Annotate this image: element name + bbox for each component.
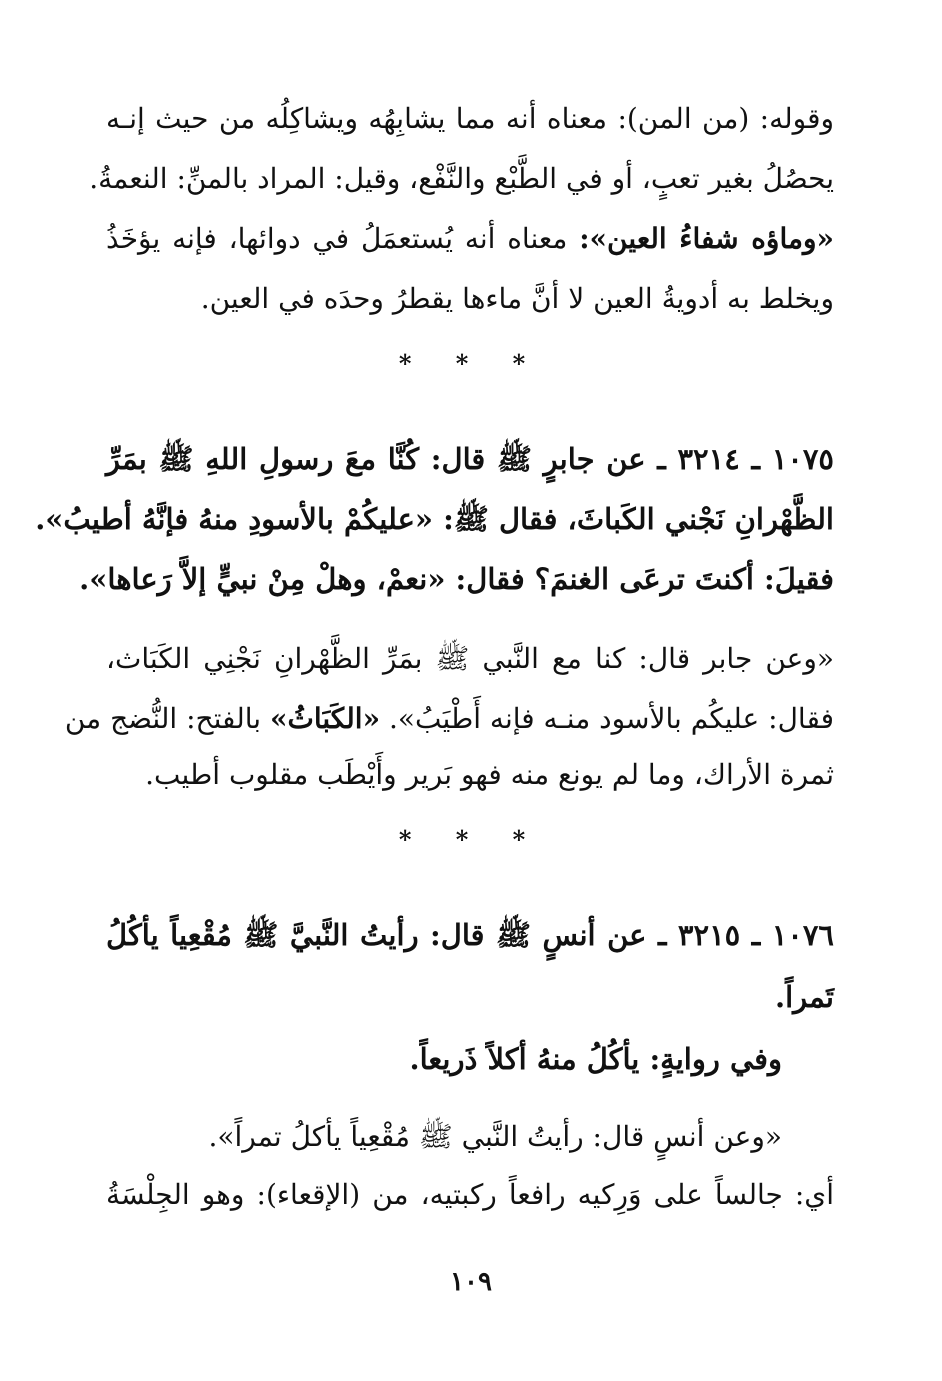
hadith-line: وفي روايةٍ: يأكُلُ منهُ أكلاً ذَريعاً. [409,1042,782,1076]
text-line: يحصُلُ بغير تعبٍ، أو في الطَّبْع والنَّفْع، وقيل: المراد بالمنِّ: النعمةُ. [89,162,834,195]
page-number: ١٠٩ [450,1267,492,1297]
text-span: فقال: عليكُم بالأسود منـه فإنه أَطْيَبُ». [380,702,834,735]
commentary-line: «وعن أنسٍ قال: رأيتُ النَّبي ﷺ مُقْعِياً يأكلُ تمراً». [208,1120,782,1153]
section-separator: * * * [398,349,544,378]
commentary-line: «وعن جابر قال: كنا مع النَّبي ﷺ بمَرِّ الظَّهْرانِ نَجْنِي الكَبَاث، [106,642,834,675]
commentary-line: أي: جالساً على وَرِكيه رافعاً ركبتيه، من (الإقعاء): وهو الجِلْسَةُ [106,1178,835,1211]
section-separator: * * * [398,825,544,854]
hadith-line: تَمراً. [775,980,834,1014]
text-line [106,208,834,270]
text-span: بالفتح: النُّضج من [64,702,270,735]
commentary-line: ثمرة الأراك، وما لم يونع منه فهو بَرير وأَيْطَب مقلوب أطيب. [145,758,834,791]
text-line: ويخلط به أدويةُ العين لا أنَّ ماءها يقطرُ وحدَه في العين. [200,282,834,315]
text-span: معناه أنه يُستعمَلُ في دوائها، فإنه يؤخَذُ [106,222,580,255]
hadith-line: ١٠٧٦ ـ ٣٢١٥ ـ عن أنسٍ ﷺ قال: رأيتُ النَّبيَّ ﷺ مُقْعِياً يأكُلُ [106,918,834,952]
hadith-line: الظَّهْرانِ نَجْني الكَباثَ، فقال ﷺ: «عليكُمْ بالأسودِ منهُ فإنَّهُ أطيبُ». [35,502,834,536]
commentary-line [64,688,834,750]
hadith-line: ١٠٧٥ ـ ٣٢١٤ ـ عن جابرٍ ﷺ قال: كُنَّا معَ رسولِ اللهِ ﷺ بمَرِّ [106,442,834,476]
text-line: وقوله: (من المن): معناه أنه مما يشابِهُه ويشاكِلُه من حيث إنـه [106,102,834,135]
quoted-term: «الكَبَاثُ» [269,702,381,735]
hadith-line: فقيلَ: أكنتَ ترعَى الغنمَ؟ فقال: «نعمْ، وهلْ مِنْ نبيٍّ إلاَّ رَعاها». [79,562,834,596]
quoted-phrase: «وماؤه شفاءُ العين»: [579,222,834,255]
